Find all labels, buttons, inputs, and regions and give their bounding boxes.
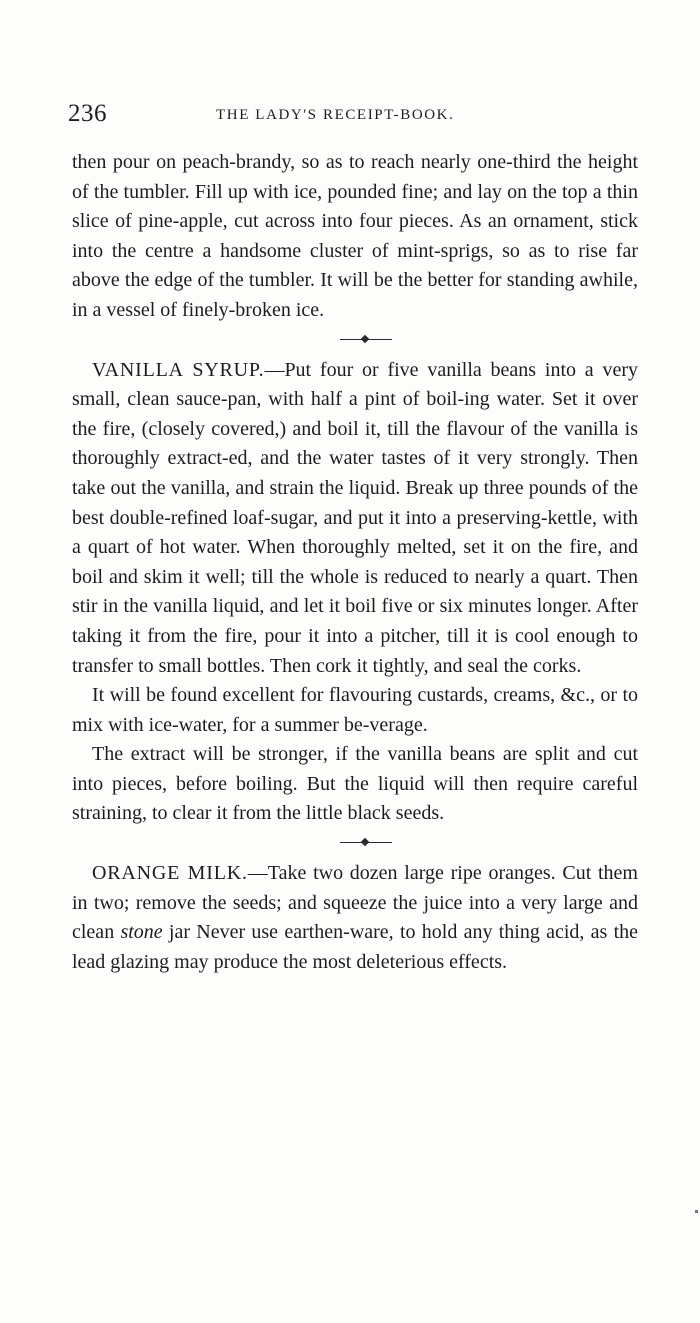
page-body: [72, 148, 638, 977]
section-divider: [72, 829, 638, 859]
page-number: 236: [68, 100, 107, 127]
emphasis-stone: stone: [120, 921, 163, 944]
vanilla-syrup-paragraph: [72, 356, 638, 682]
diamond-ornament-icon: [361, 838, 369, 846]
vanilla-usage-paragraph: It will be found excellent for flavouring custards, creams, &c., or to mix with ice-water, for a summer be-verage.: [72, 684, 638, 736]
running-head: THE LADY'S RECEIPT-BOOK.: [216, 107, 455, 123]
intro-paragraph: then pour on peach-brandy, so as to reach nearly one-third the height of the tumbler. Fill up with ice, pounded fine; and lay on the top a thin slice of pine-apple, cut across into four pieces. As an ornament, stick into the centre a handsome cluster of mint-sprigs, so as to rise far above the edge of the tumbler. It will be the better for standing awhile, in a vessel of finely-broken ice.: [72, 151, 638, 321]
vanilla-syrup-title: VANILLA SYRUP.: [92, 358, 265, 381]
vanilla-syrup-body: —Put four or five vanilla beans into a very small, clean sauce-pan, with half a pint of boil-ing water. Set it over the fire, (closely covered,) and boil it, till the flavour of the vanilla is thoroughly extract-ed, and the water tastes of it very strongly. Then take out the vanilla, and strain the liquid. Break up three pounds of the best double-refined loaf-sugar, and put it into a preserving-kettle, with a quart of hot water. When thoroughly melted, set it on the fire, and boil and skim it well; till the whole is reduced to nearly a quart. Then stir in the vanilla liquid, and let it boil five or six minutes longer. After taking it from the fire, pour it into a pitcher, till it is cool enough to transfer to small bottles. Then cork it tightly, and seal the corks.: [72, 358, 638, 677]
page-header: [66, 100, 640, 132]
paper-speck: [695, 1210, 698, 1213]
orange-milk-body-start: —Take two dozen large ripe oranges. Cut them in two; remove the seeds; and squeeze the juice into a very large and clean: [72, 862, 638, 944]
orange-milk-title: ORANGE MILK.: [92, 862, 248, 885]
orange-milk-paragraph: [72, 859, 638, 977]
vanilla-extract-paragraph: The extract will be stronger, if the vanilla beans are split and cut into pieces, before boiling. But the liquid will then require careful straining, to clear it from the little black seeds.: [72, 743, 638, 825]
diamond-ornament-icon: [361, 334, 369, 342]
section-divider: [72, 326, 638, 356]
orange-milk-body-end: jar Never use earthen-ware, to hold any thing acid, as the lead glazing may produce the most deleterious effects.: [72, 921, 639, 973]
